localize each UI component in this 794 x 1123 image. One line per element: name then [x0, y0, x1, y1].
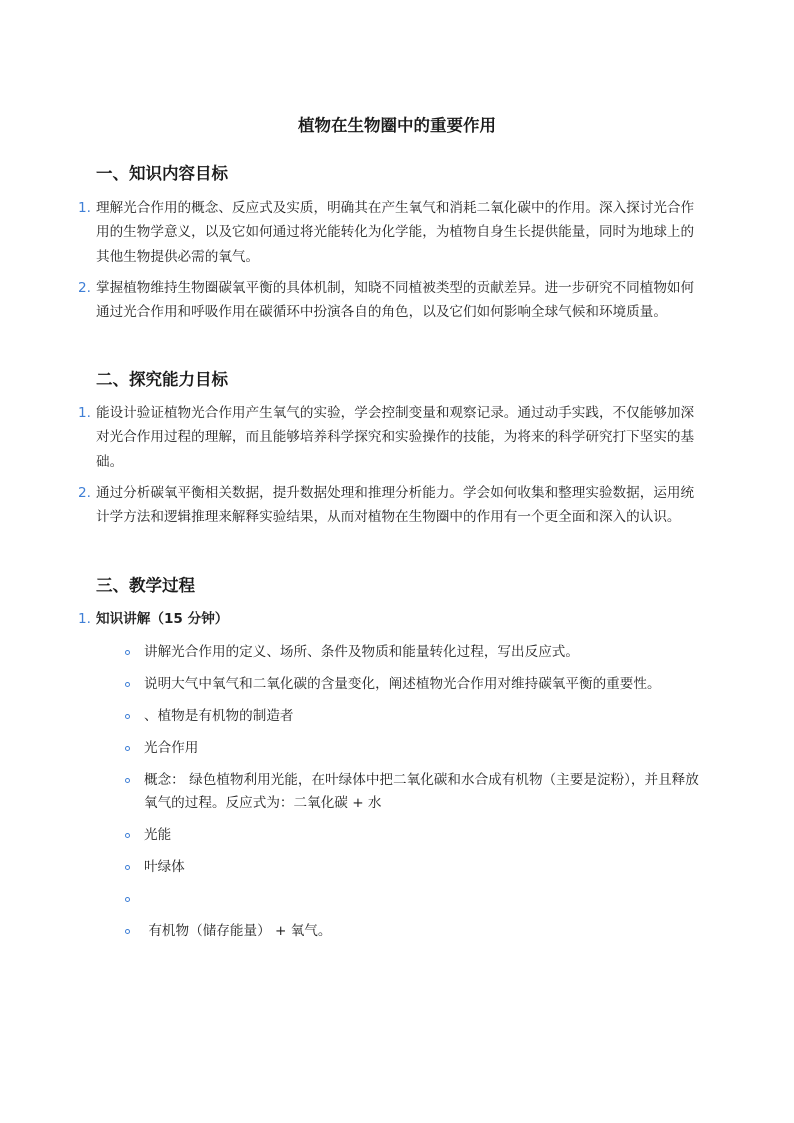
list-item: [78, 607, 698, 631]
bullet-item: [122, 737, 702, 760]
bullet-marker: [125, 833, 130, 838]
bullet-item: [122, 824, 702, 847]
bullet-marker: [125, 682, 130, 687]
document-title: 植物在生物圈中的重要作用: [298, 116, 496, 135]
bullet-item: [122, 769, 702, 815]
list-number: 1.: [78, 611, 91, 627]
bullet-item: [122, 856, 702, 879]
bullet-marker: [125, 865, 130, 870]
bullet-text: 光合作用: [144, 740, 199, 756]
bullet-text: 讲解光合作用的定义、场所、条件及物质和能量转化过程，写出反应式。: [144, 644, 579, 660]
list-number: 1.: [78, 405, 91, 421]
list-number: 1.: [78, 200, 91, 216]
list-item-text: 理解光合作用的概念、反应式及实质，明确其在产生氧气和消耗二氧化碳中的作用。深入探讨光合作用的生物学意义，以及它如何通过将光能转化为化学能，为植物自身生长提供能量，同时为地球上的其他生物提供必需的氧气。: [96, 200, 695, 265]
bullet-marker: [125, 929, 130, 934]
section-heading-inquiry: 二、探究能力目标: [96, 370, 228, 389]
section-heading-knowledge: 一、知识内容目标: [96, 164, 228, 183]
list-item: [78, 196, 698, 269]
knowledge-goal-list: [78, 196, 698, 331]
bullet-text: 、植物是有机物的制造者: [144, 708, 294, 724]
bullet-text: 概念： 绿色植物利用光能，在叶绿体中把二氧化碳和水合成有机物（主要是淀粉），并且释放氧气的过程。反应式为：二氧化碳 + 水: [144, 772, 699, 811]
bullet-text: 有机物（储存能量） + 氧气。: [144, 923, 332, 939]
list-item: [78, 276, 698, 325]
bullet-marker: [125, 746, 130, 751]
inquiry-goal-list: [78, 401, 698, 536]
bullet-text: 说明大气中氧气和二氧化碳的含量变化，阐述植物光合作用对维持碳氧平衡的重要性。: [144, 676, 661, 692]
list-item: [78, 481, 698, 530]
bullet-marker: [125, 897, 130, 902]
bullet-marker: [125, 650, 130, 655]
bullet-item: [122, 641, 702, 664]
bullet-item: [122, 888, 702, 911]
teaching-process-list: [78, 607, 698, 638]
bullet-marker: [125, 778, 130, 783]
teaching-bullet-list: [122, 641, 702, 952]
bullet-text: 叶绿体: [144, 859, 185, 875]
bullet-marker: [125, 714, 130, 719]
bullet-item: [122, 673, 702, 696]
bullet-text: 光能: [144, 827, 172, 843]
list-item-text: 知识讲解（15 分钟）: [96, 611, 229, 627]
list-item-text: 通过分析碳氧平衡相关数据，提升数据处理和推理分析能力。学会如何收集和整理实验数据，运用统计学方法和逻辑推理来解释实验结果，从而对植物在生物圈中的作用有一个更全面和深入的认识。: [96, 484, 695, 526]
section-heading-teaching: 三、教学过程: [96, 576, 195, 595]
list-item-text: 能设计验证植物光合作用产生氧气的实验，学会控制变量和观察记录。通过动手实践，不仅能够加深对光合作用过程的理解，而且能够培养科学探究和实验操作的技能，为将来的科学研究打下坚实的基础。: [96, 405, 695, 470]
bullet-item: [122, 705, 702, 728]
bullet-item: [122, 920, 702, 943]
list-item: [78, 401, 698, 474]
list-number: 2.: [78, 484, 91, 501]
list-number: 2.: [78, 279, 91, 296]
list-item-text: 掌握植物维持生物圈碳氧平衡的具体机制，知晓不同植被类型的贡献差异。进一步研究不同植物如何通过光合作用和呼吸作用在碳循环中扮演各自的角色，以及它们如何影响全球气候和环境质量。: [96, 279, 695, 321]
